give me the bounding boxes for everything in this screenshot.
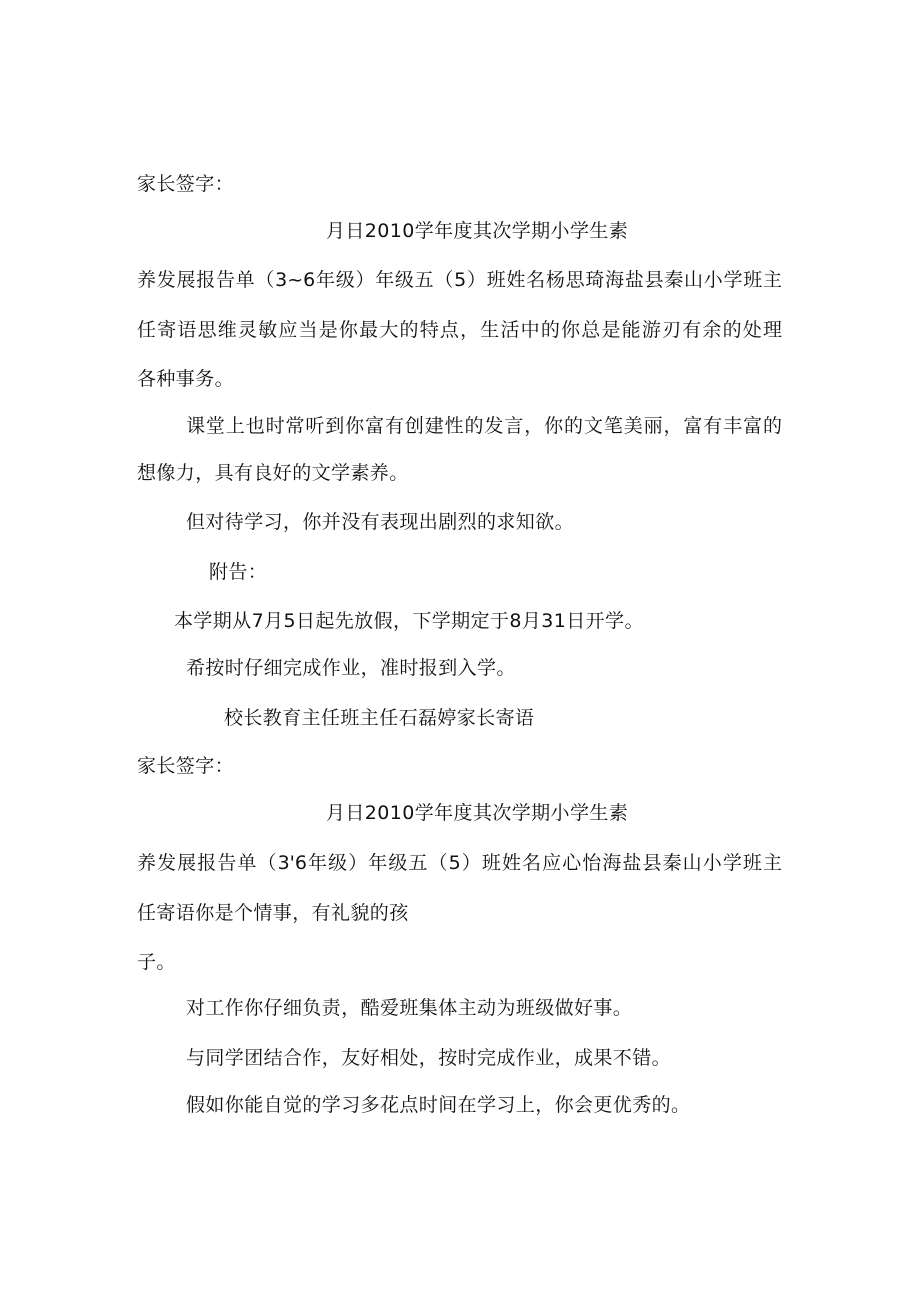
teacher-comment-line: 任寄语你是个情事，有礼貌的孩 — [137, 902, 409, 924]
comment-paragraph: 但对待学习，你并没有表现出剧烈的求知欲。 — [186, 511, 575, 533]
teacher-comment-line: 各种事务。 — [137, 368, 235, 390]
parent-signature-label: 家长签字： — [137, 173, 235, 195]
teacher-comment-line: 任寄语思维灵敏应当是你最大的特点，生活中的你总是能游刃有余的处理 — [137, 319, 782, 341]
comment-paragraph: 想像力，具有良好的文学素养。 — [137, 462, 409, 484]
report-header-line: 养发展报告单（3'6年级）年级五（5）班姓名应心怡海盐县秦山小学班主 — [137, 852, 782, 874]
comment-paragraph: 课堂上也时常听到你富有创建性的发言，你的文笔美丽，富有丰富的 — [186, 415, 782, 437]
notice-text: 希按时仔细完成作业，准时报到入学。 — [186, 657, 516, 679]
report-date-title: 月日2010学年度其次学期小学生素 — [326, 802, 629, 824]
comment-paragraph: 对工作你仔细负责，酷爱班集体主动为班级做好事。 — [186, 997, 633, 1019]
signatories-line: 校长教育主任班主任石磊婷家长寄语 — [224, 707, 535, 729]
notice-text: 本学期从7月5日起先放假，下学期定于8月31日开学。 — [174, 610, 644, 632]
notice-label: 附告： — [209, 561, 268, 583]
comment-paragraph: 假如你能自觉的学习多花点时间在学习上，你会更优秀的。 — [186, 1094, 691, 1116]
report-date-title: 月日2010学年度其次学期小学生素 — [326, 220, 629, 242]
parent-signature-label: 家长签字： — [137, 755, 235, 777]
report-header-line: 养发展报告单（3~6年级）年级五（5）班姓名杨思琦海盐县秦山小学班主 — [137, 269, 782, 291]
teacher-comment-line: 子。 — [137, 951, 176, 973]
comment-paragraph: 与同学团结合作，友好相处，按时完成作业，成果不错。 — [186, 1047, 672, 1069]
